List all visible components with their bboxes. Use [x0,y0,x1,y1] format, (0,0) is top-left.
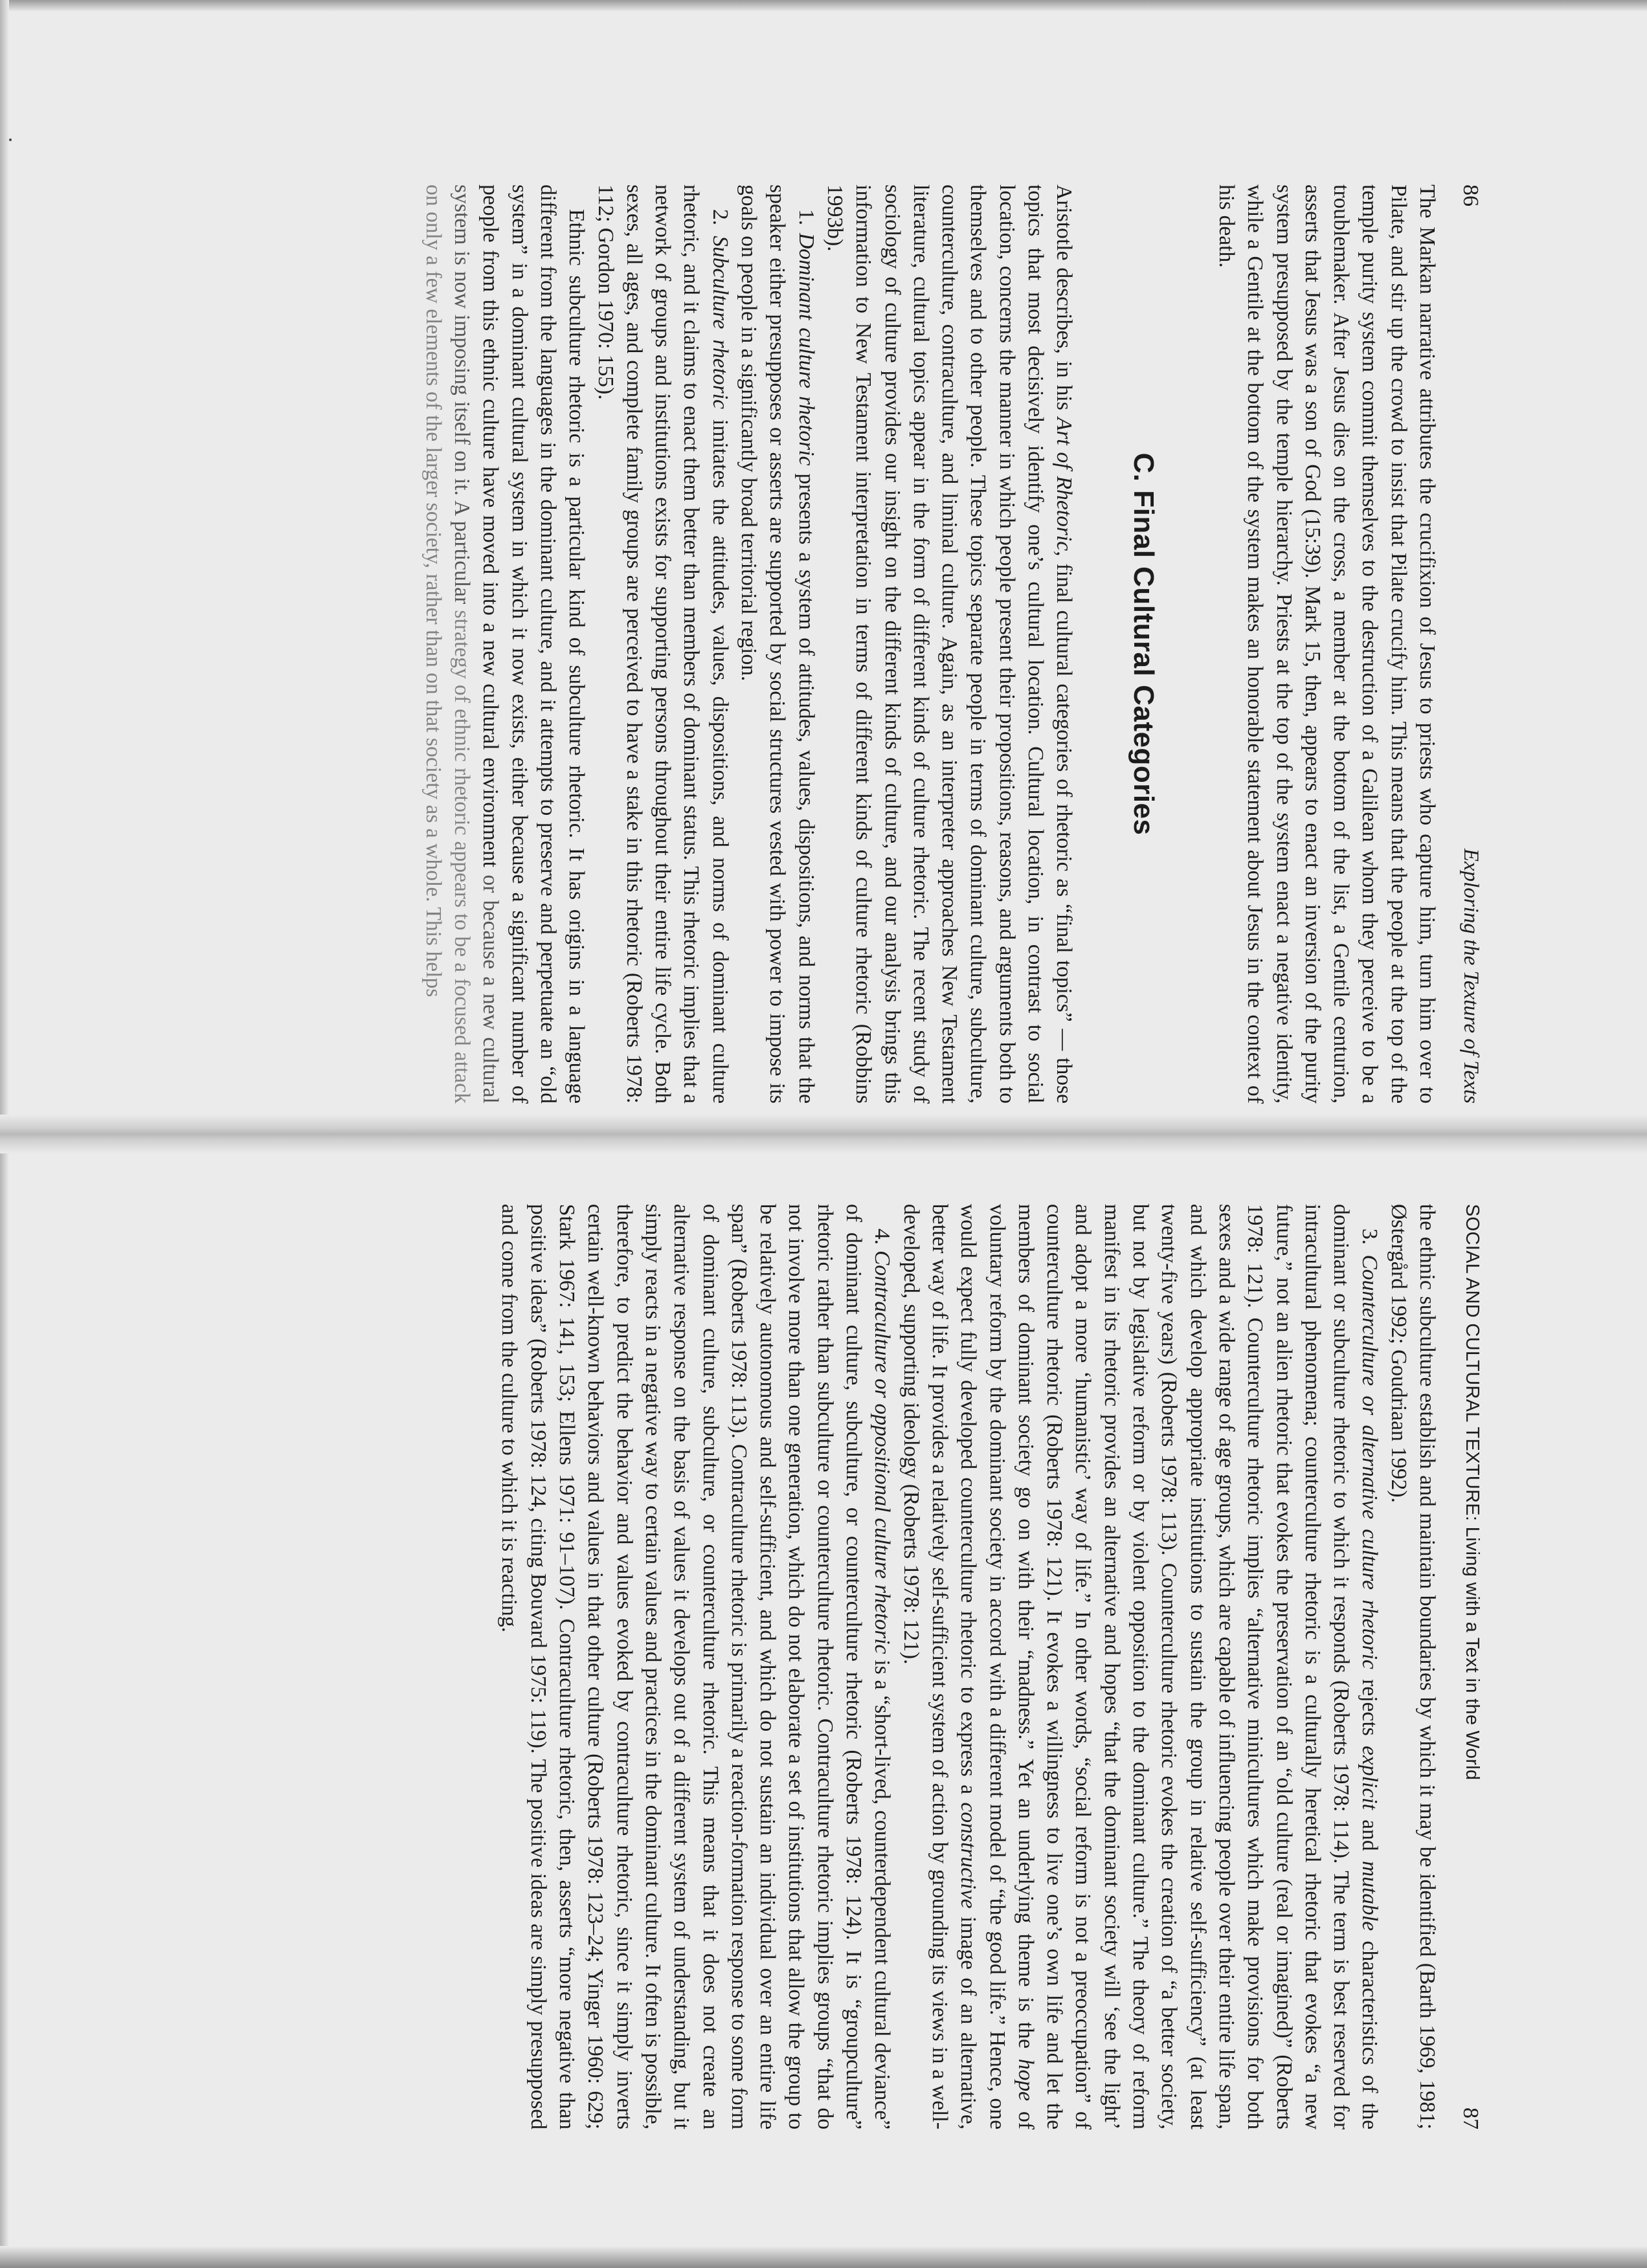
subculture-paragraph: 2. Subculture rhetoric imitates the attitudes, values, dispositions, and norms of dominant culture rhetoric, and it claims to enact them better than members of dominant status. This rhetoric implies that a network of groups and institutions exists for supporting persons throughout their entire life cycle. Both sexes, all ages, and complete family groups are perceived to have a stake in this rhetoric (Roberts 1978: 112; Gordon 1970: 155). [593,184,732,1104]
book-spine-gutter [0,1115,1647,1153]
ethnic-subculture-paragraph: Ethnic subculture rhetoric is a particular kind of subculture rhetoric. It has origins in a language different from the languages in the dominant culture, and it attempts to preserve and perpetuate an “old system” in a dominant cultural system in which it now exists, either because a significant number of people from this ethnic culture have moved into a new cultural environment or because a new cultural system is now imposing itself on it. A particular strategy of ethnic rhetoric appears to be a focused attack on only a few elements of the larger society, rather than on that society as a whole. This helps [421,184,589,1104]
page-87-body [495,1204,1441,2129]
scan-speck [9,139,12,141]
running-head: Exploring the Texture of Texts [1459,848,1483,1104]
aristotle-paragraph: Aristotle describes, in his Art of Rhetoric, final cultural categories of rhetoric as “final topics” — those topics that most decisively identify one’s cultural location. Cultural location, in contrast to social location, concerns the manner in which people present their propositions, reasons, and arguments both to themselves and to other people. These topics separate people in terms of dominant culture, subculture, counterculture, contraculture, and liminal culture. Again, as an interpreter approaches New Testament literature, cultural topics appear in the form of different kinds of culture rhetoric. The recent study of sociology of culture provides our insight on the different kinds of culture, and our analysis brings this information to New Testament interpretation in terms of different kinds of culture rhetoric (Robbins 1993b). [822,184,1077,1104]
page-86 [52,184,1483,1104]
page-87 [52,1204,1483,2129]
page-87-header [1446,1204,1483,2129]
dominant-culture-paragraph: 1. Dominant culture rhetoric presents a system of attitudes, values, dispositions, and norms that the speaker either presupposes or asserts are supported by social structures vested with power to impose its goals on people in a significantly broad territorial region. [737,184,818,1104]
page-number: 87 [1459,2107,1483,2129]
scan-edge-bottom [0,2246,1647,2268]
counterculture-paragraph: 3. Counterculture or alternative culture rhetoric rejects explicit and mutable characteristics of the dominant or subculture rhetoric to which it responds (Roberts 1978: 114). The term is best reserved for intracultural phenomena; counterculture rhetoric is a culturally heretical rhetoric that evokes “a new future,” not an alien rhetoric that evokes the preservation of an “old culture (real or imagined)” (Roberts 1978: 121). Counterculture rhetoric implies “alternative minicultures which make provisions for both sexes and a wide range of age groups, which are capable of influencing people over their entire life span, and which develop appropriate institutions to sustain the group in relative self-sufficiency” (at least twenty-five years) (Roberts 1978: 113). Counterculture rhetoric evokes the creation of “a better society, but not by legislative reform or by violent opposition to the dominant culture.” The theory of reform manifest in its rhetoric provides an alternative and hopes “that the dominant society will ‘see the light’ and adopt a more ‘humanistic’ way of life.” In other words, “social reform is not a preoccupation” of counterculture rhetoric (Roberts 1978: 121). It evokes a willingness to live one’s own life and let the members of dominant society go on with their “madness.” Yet an underlying theme is the hope of voluntary reform by the dominant society in accord with a different model of “the good life.” Hence, one would expect fully developed counterculture rhetoric to express a constructive image of an alternative, better way of life. It provides a relatively self-sufficient system of action by grounding its views in a well-developed, supporting ideology (Roberts 1978: 121). [899,1204,1382,2129]
page-86-body [419,184,1442,1104]
running-head: SOCIAL AND CULTURAL TEXTURE: Living with a Text in the World [1462,1204,1483,1781]
intro-paragraph: The Markan narrative attributes the crucifixion of Jesus to priests who capture him, turn him over to Pilate, and stir up the crowd to insist that Pilate crucify him. This means that the people at the top of the temple purity system commit themselves to the destruction of a Galilean whom they perceive to be a troublemaker. After Jesus dies on the cross, a member at the bottom of the list, a Gentile centurion, asserts that Jesus was a son of God (15:39). Mark 15, then, appears to enact an inversion of the purity system presupposed by the temple hierarchy. Priests at the top of the system enact a negative identity, while a Gentile at the bottom of the system makes an honorable statement about Jesus in the context of his death. [1214,184,1439,1104]
section-heading: C. Final Cultural Categories [1127,452,1160,836]
contraculture-paragraph: 4. Contraculture or oppositional culture rhetoric is a “short-lived, counterdependent cultural deviance” of dominant culture, subculture, or counterculture rhetoric (Roberts 1978: 124). It is “groupculture” rhetoric rather than subculture or counterculture rhetoric. Contraculture rhetoric implies groups “that do not involve more than one generation, which do not elaborate a set of institutions that allow the group to be relatively autonomous and self-sufficient, and which do not sustain an individual over an entire life span” (Roberts 1978: 113). Contraculture rhetoric is primarily a reaction-formation response to some form of dominant culture, subculture, or counterculture rhetoric. This means that it does not create an alternative response on the basis of values it develops out of a different system of understanding, but it simply reacts in a negative way to certain values and practices in the dominant culture. It often is possible, therefore, to predict the behavior and values evoked by contraculture rhetoric, since it simply inverts certain well-known behaviors and values in that other culture (Roberts 1978: 123–24; Yinger 1960: 629; Stark 1967: 141, 153; Ellens 1971: 91–107). Contraculture rhetoric, then, asserts “more negative than positive ideas” (Roberts 1978: 124, citing Bouvard 1975: 119). The positive ideas are simply presupposed and come from the culture to which it is reacting. [497,1204,895,2130]
page-86-header [1446,184,1483,1104]
continuation-paragraph: the ethnic subculture establish and maintain boundaries by which it may be identified (Barth 1969, 1981; Østergård 1992; Goudriaan 1992). [1386,1204,1439,2129]
scan-edge-top [0,0,1647,12]
page-number: 86 [1459,184,1483,206]
